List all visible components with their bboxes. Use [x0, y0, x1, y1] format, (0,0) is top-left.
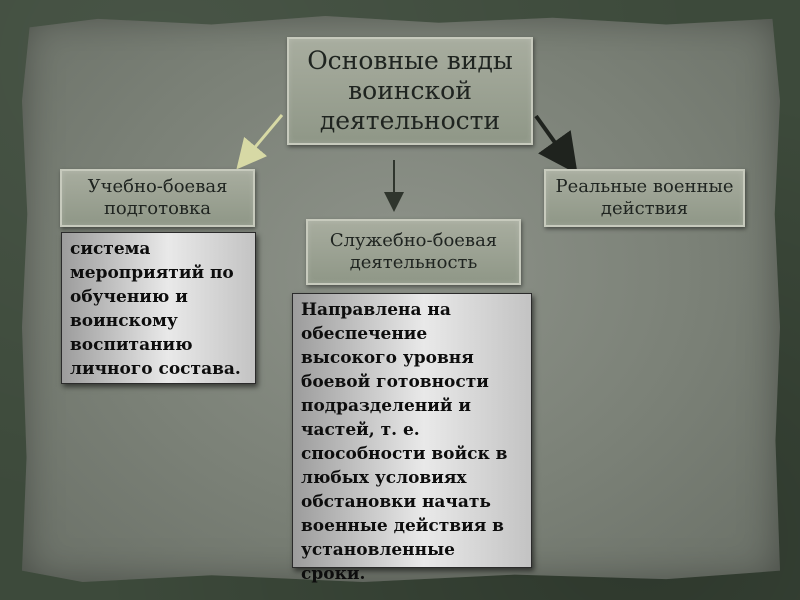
node-training: Учебно-боевая подготовка	[60, 169, 255, 227]
node-service: Служебно-боевая деятельность	[306, 219, 521, 285]
diagram-title: Основные виды воинской деятельности	[287, 37, 533, 145]
node-combat: Реальные военные действия	[544, 169, 745, 227]
description-training: система мероприятий по обучению и воинскому воспитанию личного состава.	[61, 232, 256, 384]
description-service: Направлена на обеспечение высокого уровня боевой готовности подразделений и частей, т. е. способности войск в любых условиях обстановки начать военные действия в установленные сроки.	[292, 293, 532, 568]
